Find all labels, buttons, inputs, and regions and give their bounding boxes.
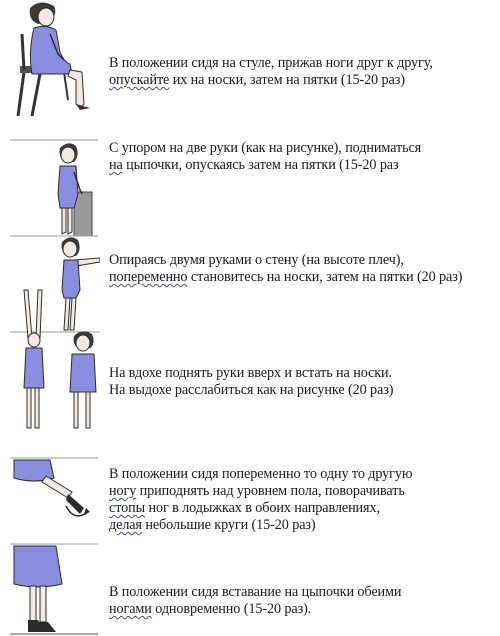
- text-line: В положении сидя вставание на цыпочки обеими: [109, 584, 402, 600]
- text-line: В положении сидя на стуле, прижав ноги друг к другу,: [109, 55, 433, 71]
- text-line: делая небольшие круги (15-20 раз): [109, 517, 316, 533]
- text-line: С упором на две руки (как на рисунке), подниматься: [109, 140, 422, 156]
- exercise-2-text: [109, 140, 421, 174]
- standing-toe-raise-figure-icon: [10, 138, 100, 238]
- exercise-4-text: [109, 365, 393, 399]
- exercise-3-text: [109, 252, 462, 286]
- text-line: На выдохе расслабиться как на рисунке (20 раз): [109, 382, 394, 398]
- text-line: опускайте их на носки, затем на пятки (15-20 раз): [109, 72, 405, 88]
- seated-heel-raise-figure-icon: [10, 0, 100, 118]
- arms-up-stretch-figure-icon: [10, 288, 102, 436]
- text-line: на цыпочки, опускаясь затем на пятки (15-20 раз: [109, 157, 399, 173]
- exercise-1-text: [109, 55, 433, 89]
- exercise-5-text: [109, 466, 412, 534]
- text-line: ногами одновременно (15-20 раз).: [109, 601, 312, 617]
- text-line: Опираясь двумя руками о стену (на высоте плеч),: [109, 252, 404, 268]
- foot-circles-figure-icon: [10, 456, 100, 526]
- exercise-6-text: [109, 584, 401, 618]
- text-line: стопы ног в лодыжках в обоих направлениях,: [109, 500, 380, 516]
- text-line: На вдохе поднять руки вверх и встать на носки.: [109, 365, 392, 381]
- text-line: В положении сидя попеременно то одну то другую: [109, 466, 413, 482]
- text-line: ногу приподнять над уровнем пола, поворачивать: [109, 483, 405, 499]
- text-line: попеременно становитесь на носки, затем на пятки (20 раз): [109, 269, 463, 285]
- seated-tiptoe-figure-icon: [10, 542, 100, 636]
